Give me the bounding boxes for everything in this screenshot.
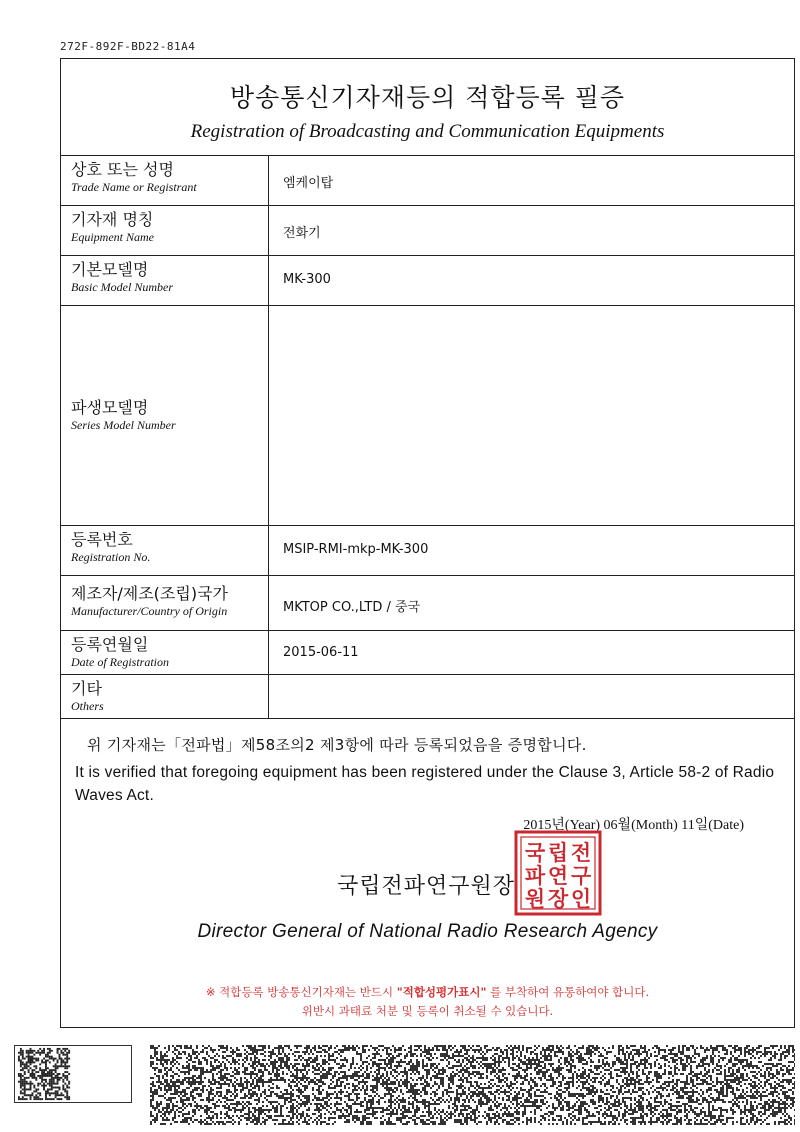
label-en: Manufacturer/Country of Origin [71, 604, 228, 618]
label-en: Trade Name or Registrant [71, 180, 197, 194]
value-equipment-name: 전화기 [283, 226, 321, 241]
issuer-korean: 국립전파연구원장 [337, 874, 516, 899]
value-trade-name: 엠케이탑 [283, 176, 334, 191]
svg-text:국: 국 [524, 841, 546, 865]
svg-text:파: 파 [524, 864, 546, 888]
label-en: Series Model Number [71, 418, 176, 432]
svg-text:구: 구 [570, 864, 592, 888]
value-registration-no: MSIP-RMI-mkp-MK-300 [283, 542, 429, 557]
document-id: 272F-892F-BD22-81A4 [60, 40, 196, 53]
svg-text:립: 립 [547, 841, 569, 865]
notice-line-1: ※ 적합등록 방송통신기자재는 반드시 "적합성평가표시" 를 부착하여 유통하여야 합니다. [205, 985, 650, 999]
label-en: Basic Model Number [71, 280, 173, 294]
svg-text:인: 인 [570, 887, 592, 911]
label-ko: 기타 [71, 679, 102, 698]
row-series-model [61, 306, 794, 526]
director-english: Director General of National Radio Research Agency [197, 921, 658, 942]
notice-emphasis: "적합성평가표시" [396, 985, 487, 999]
issue-date: 2015년(Year) 06월(Month) 11일(Date) [523, 818, 744, 833]
label-en: Equipment Name [71, 230, 154, 244]
label-en: Others [71, 699, 104, 713]
label-ko: 상호 또는 성명 [71, 160, 174, 179]
row-equipment-name [61, 206, 794, 256]
svg-text:장: 장 [547, 887, 569, 911]
notice [61, 983, 794, 1021]
2d-barcode-strip-icon [150, 1045, 795, 1125]
notice-line-2: 위반시 과태료 처분 및 등록이 취소될 수 있습니다. [301, 1004, 554, 1018]
value-basic-model: MK-300 [283, 272, 331, 287]
official-seal-icon [513, 829, 603, 917]
statement-korean: 위 기자재는「전파법」제58조의2 제3항에 따라 등록되었음을 증명합니다. [87, 736, 587, 754]
row-registration-date [61, 631, 794, 675]
2d-barcode-small-icon [14, 1045, 132, 1103]
title-korean: 방송통신기자재등의 적합등록 필증 [229, 83, 626, 112]
row-manufacturer [61, 576, 794, 631]
certificate-frame [60, 58, 795, 1028]
svg-text:연: 연 [547, 864, 569, 888]
svg-text:전: 전 [570, 841, 592, 865]
value-manufacturer: MKTOP CO.,LTD / 중국 [283, 600, 421, 615]
label-ko: 등록번호 [71, 530, 133, 549]
label-en: Date of Registration [71, 655, 169, 669]
label-ko: 제조자/제조(조립)국가 [71, 584, 228, 603]
row-basic-model [61, 256, 794, 306]
registration-table [61, 155, 794, 719]
label-ko: 기자재 명칭 [71, 210, 154, 229]
label-ko: 기본모델명 [71, 260, 149, 279]
row-registration-no [61, 526, 794, 576]
label-en: Registration No. [71, 550, 151, 564]
label-ko: 파생모델명 [71, 398, 149, 417]
row-trade-name [61, 156, 794, 206]
row-others [61, 675, 794, 719]
value-registration-date: 2015-06-11 [283, 645, 359, 660]
label-ko: 등록연월일 [71, 635, 149, 654]
title-english: Registration of Broadcasting and Communication Equipments [190, 121, 665, 142]
statement-english: It is verified that foregoing equipment has been registered under the Clause 3, Article 58-2 of Radio Waves Act. [75, 764, 775, 804]
svg-text:원: 원 [524, 887, 546, 911]
